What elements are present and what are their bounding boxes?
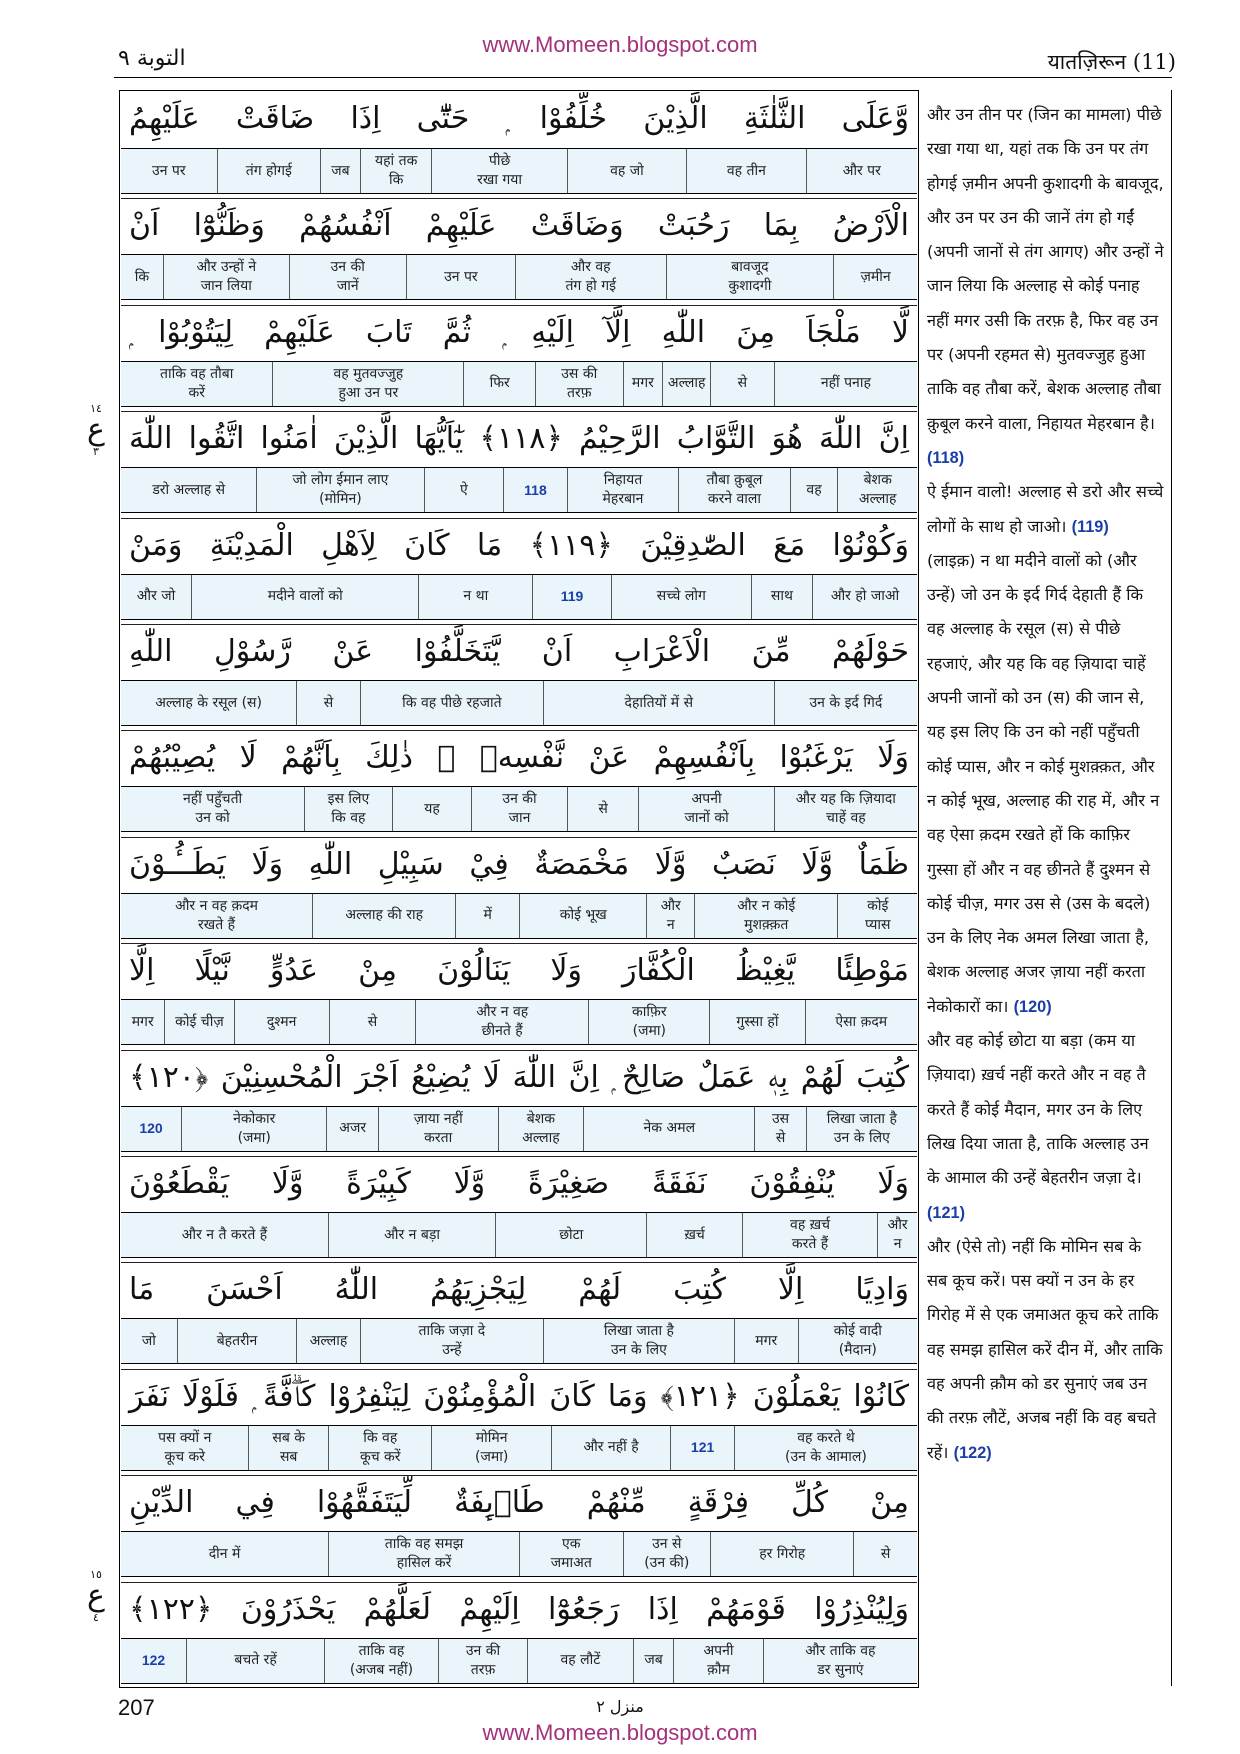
verse-number: (120) bbox=[1013, 997, 1052, 1016]
word-meaning-cell: कोई भूख bbox=[519, 894, 646, 938]
word-meaning-cell: और नहीं है bbox=[551, 1426, 670, 1470]
word-translation-row bbox=[121, 999, 917, 1045]
translation-column bbox=[927, 98, 1165, 1470]
word-meaning-cell: कि वह कूच करें bbox=[328, 1426, 431, 1470]
word-meaning-cell: जब bbox=[320, 149, 360, 193]
word-meaning-cell: नेक अमल bbox=[583, 1107, 754, 1151]
translation-122: और (ऐसे तो) नहीं कि मोमिन सब के सब कूच करें। पस क्यों न उन के हर गिरोह में से एक जमाअत कूच करे ताकि वह समझ हासिल करें दीन में, और ताकि वह अपनी क़ौम को डर सुनाएं जब उन की तरफ़ लौटें, अजब नहीं कि वह बचते रहें। (122) bbox=[927, 1236, 1163, 1462]
word-meaning-cell: यह bbox=[392, 787, 472, 831]
word-meaning-cell: उन पर bbox=[152, 162, 186, 179]
word-meaning-cell: उन के इर्द गिर्द bbox=[774, 681, 917, 725]
word-meaning-cell: और न वह छीनते हैं bbox=[415, 1000, 588, 1044]
word-meaning-cell: तौबा क़ुबूल करने वाला bbox=[678, 468, 789, 512]
site-url-bottom[interactable]: www.Momeen.blogspot.com bbox=[482, 1720, 758, 1745]
word-meaning-cell: कोई चीज़ bbox=[164, 1000, 233, 1044]
word-meaning-cell: कि वह पीछे रहजाते bbox=[360, 681, 543, 725]
word-meaning-cell: गुस्सा हों bbox=[709, 1000, 804, 1044]
word-meaning-cell: वह bbox=[790, 468, 838, 512]
arabic-verse-line: كَانُوْا يَعْمَلُوْنَ ﴿١٢١﴾ وَمَا كَانَ الْمُؤْمِنُوْنَ لِيَنْفِرُوْا كَاۗفَّةً ۭ فَلَوْلَا نَفَرَ bbox=[121, 1369, 917, 1423]
word-meaning-cell: वह करते थे (उन के आमाल) bbox=[734, 1426, 917, 1470]
translation-119: ऐ ईमान वालो! अल्लाह से डरो और सच्चे लोगों के साथ हो जाओ। (119) bbox=[927, 482, 1164, 536]
margin-mark-top: ١٤ bbox=[90, 402, 102, 415]
word-meaning-cell: साथ bbox=[751, 575, 812, 619]
word-meaning-cell: अजर bbox=[326, 1107, 377, 1151]
margin-mark-bottom: ٣ bbox=[93, 445, 99, 458]
word-meaning-cell: अल्लाह के रसूल (स) bbox=[155, 694, 262, 711]
word-meaning-cell: जो bbox=[141, 1332, 156, 1349]
word-meaning-cell: एक जमाअत bbox=[519, 1532, 622, 1576]
word-translation-row bbox=[121, 1106, 917, 1152]
word-meaning-cell: बेहतरीन bbox=[177, 1319, 296, 1363]
manzil-label: منزل ٢ bbox=[596, 1697, 644, 1716]
word-meaning-cell: बेशक अल्लाह bbox=[837, 468, 917, 512]
word-translation-row bbox=[121, 786, 917, 832]
word-translation-row bbox=[121, 1318, 917, 1364]
word-meaning-cell: दीन में bbox=[208, 1545, 241, 1562]
word-meaning-cell: और न कोई मुशक़्क़त bbox=[694, 894, 837, 938]
word-meaning-cell: पीछे रखा गया bbox=[431, 149, 566, 193]
word-meaning-cell: अल्लाह bbox=[296, 1319, 360, 1363]
arabic-verse-line: كُتِبَ لَهُمْ بِهٖ عَمَلٌ صَالِحٌ ۭ اِنَّ اللّٰهَ لَا يُضِيْعُ اَجْرَ الْمُحْسِنِيْنَ ﴿١٢٠﴾ bbox=[121, 1050, 917, 1104]
word-meaning-cell: और उन्हों ने जान लिया bbox=[163, 255, 289, 299]
word-meaning-cell: कि bbox=[134, 268, 150, 285]
word-meaning-cell: ताकि वह (अजब नहीं) bbox=[324, 1639, 438, 1683]
word-meaning-cell: ताकि वह तौबा करें bbox=[160, 365, 234, 401]
word-translation-row bbox=[121, 680, 917, 726]
arabic-verse-line: لَّا مَلْجَاَ مِنَ اللّٰهِ اِلَّآ اِلَيْهِ ۭ ثُمَّ تَابَ عَلَيْهِمْ لِيَتُوْبُوْا ۭ bbox=[121, 305, 917, 359]
arabic-verse-line: وَكُوْنُوْا مَعَ الصّٰدِقِيْنَ ﴿١١٩﴾ مَا كَانَ لِاَهْلِ الْمَدِيْنَةِ وَمَنْ bbox=[121, 518, 917, 572]
margin-mark-1 bbox=[76, 402, 116, 458]
word-meaning-cell: सब के सब bbox=[248, 1426, 328, 1470]
translation-121: और वह कोई छोटा या बड़ा (कम या ज़ियादा) ख़र्च नहीं करते और न वह तै करते हैं कोई मैदान, मगर उन के लिए लिख दिया जाता है, ताकि अल्लाह उन के आमाल की उन्हें बेहतरीन जज़ा दे। (121) bbox=[927, 1031, 1149, 1222]
word-meaning-cell: अल्लाह bbox=[662, 362, 710, 406]
word-meaning-cell: जब bbox=[633, 1639, 674, 1683]
word-meaning-cell: वह जो bbox=[567, 149, 686, 193]
site-url-top[interactable]: www.Momeen.blogspot.com bbox=[482, 32, 758, 57]
word-meaning-cell: कोई वादी (मैदान) bbox=[798, 1319, 917, 1363]
word-meaning-cell: बचते रहें bbox=[186, 1639, 324, 1683]
word-translation-row bbox=[121, 1212, 917, 1258]
word-meaning-cell: अल्लाह की राह bbox=[312, 894, 455, 938]
word-meaning-cell: उन से (उन की) bbox=[623, 1532, 711, 1576]
arabic-verse-line: اِنَّ اللّٰهَ هُوَ التَّوَّابُ الرَّحِيْمُ ﴿١١٨﴾ يٰٓاَيُّهَا الَّذِيْنَ اٰمَنُوا اتَّقُوا اللّٰهَ bbox=[121, 411, 917, 465]
word-translation-row bbox=[121, 1638, 917, 1684]
word-meaning-cell: इस लिए कि वह bbox=[304, 787, 392, 831]
word-meaning-cell: लिखा जाता है उन के लिए bbox=[806, 1107, 917, 1151]
word-translation-row bbox=[121, 467, 917, 513]
word-meaning-cell: नेकोकार (जमा) bbox=[181, 1107, 327, 1151]
word-meaning-cell: फिर bbox=[463, 362, 535, 406]
word-meaning-cell: वह तीन bbox=[686, 149, 805, 193]
word-meaning-cell: वह ख़र्च करते हैं bbox=[742, 1213, 877, 1257]
word-meaning-cell: न था bbox=[418, 575, 532, 619]
word-meaning-cell: काफ़िर (जमा) bbox=[588, 1000, 709, 1044]
word-translation-row bbox=[121, 1531, 917, 1577]
word-meaning-cell: डरो अल्लाह से bbox=[152, 481, 226, 498]
verse-number: (121) bbox=[927, 1203, 966, 1222]
surah-name: التوبة ٩ bbox=[118, 46, 186, 71]
word-translation-row bbox=[121, 1425, 917, 1471]
word-meaning-cell: यहां तक कि bbox=[360, 149, 432, 193]
verse-number: (118) bbox=[927, 448, 965, 467]
word-meaning-cell: ताकि वह समझ हासिल करें bbox=[328, 1532, 519, 1576]
word-meaning-cell: और पर bbox=[806, 149, 917, 193]
word-meaning-cell: से bbox=[853, 1532, 917, 1576]
word-translation-row bbox=[121, 148, 917, 194]
word-meaning-cell: से bbox=[710, 362, 774, 406]
word-meaning-cell: मगर bbox=[734, 1319, 798, 1363]
word-meaning-cell: हर गिरोह bbox=[710, 1532, 853, 1576]
word-meaning-cell: और हो जाओ bbox=[812, 575, 917, 619]
word-meaning-cell: और न तै करते हैं bbox=[181, 1226, 268, 1243]
word-meaning-cell: उन पर bbox=[406, 255, 515, 299]
word-meaning-cell: दुश्मन bbox=[234, 1000, 329, 1044]
page-number: 207 bbox=[118, 1695, 155, 1720]
word-meaning-cell: बावजूद कुशादगी bbox=[666, 255, 834, 299]
word-meaning-cell: और वह तंग हो गई bbox=[515, 255, 666, 299]
word-meaning-cell: नहीं पहुँचती उन को bbox=[183, 791, 243, 827]
word-meaning-cell: और यह कि ज़ियादा चाहें वह bbox=[774, 787, 917, 831]
word-meaning-cell: लिखा जाता है उन के लिए bbox=[543, 1319, 734, 1363]
arabic-verse-line: مَوْطِئًا يَّغِيْظُ الْكُفَّارَ وَلَا يَنَالُوْنَ مِنْ عَدُوٍّ نَّيْلًا اِلَّا bbox=[121, 943, 917, 997]
margin-mark-ain: ع bbox=[87, 1578, 105, 1613]
margin-mark-top: ١٥ bbox=[90, 1568, 102, 1581]
word-meaning-cell: निहायत मेहरबान bbox=[567, 468, 678, 512]
word-meaning-cell: ताकि जज़ा दे उन्हें bbox=[360, 1319, 543, 1363]
word-meaning-cell: उन की जानें bbox=[289, 255, 406, 299]
word-translation-row bbox=[121, 574, 917, 620]
word-meaning-cell: और न वह क़दम रखते हैं bbox=[175, 897, 259, 933]
word-meaning-cell: वह लौटें bbox=[527, 1639, 633, 1683]
translation-120: (लाइक़) न था मदीने वालों को (और उन्हें) जो उन के इर्द गिर्द देहाती हैं कि वह अल्लाह के रसूल (स) से पीछे रहजाएं, और यह कि वह ज़ियादा चाहें अपनी जानों को उन (स) की जान से, यह इस लिए कि उन को नहीं पहुँचती कोई प्यास, और न कोई मुशक़्क़त, और न कोई भूख, अल्लाह की राह में, और न वह ऐसा क़दम रखते हों कि काफ़िर गुस्सा हों और न वह छीनते हैं दुश्मन से कोई चीज़, मगर उस से (उस के बदले) उन के लिए नेक अमल लिखा जाता है, बेशक अल्लाह अजर ज़ाया नहीं करता नेकोकारों का। (120) bbox=[927, 550, 1160, 1016]
word-meaning-cell: उस से bbox=[754, 1107, 805, 1151]
verse-number-cell: 120 bbox=[139, 1120, 163, 1137]
word-meaning-cell: ज़ाया नहीं करता bbox=[378, 1107, 498, 1151]
word-meaning-cell: और न bbox=[877, 1213, 917, 1257]
word-meaning-cell: में bbox=[455, 894, 519, 938]
word-meaning-cell: सच्चे लोग bbox=[611, 575, 751, 619]
verse-number-cell: 122 bbox=[141, 1652, 166, 1669]
word-meaning-cell: कोई प्यास bbox=[837, 894, 917, 938]
word-meaning-cell: मदीने वालों को bbox=[191, 575, 418, 619]
verse-number-cell: 118 bbox=[503, 468, 567, 512]
arabic-verse-line: حَوْلَهُمْ مِّنَ الْاَعْرَابِ اَنْ يَّتَخَلَّفُوْا عَنْ رَّسُوْلِ اللّٰهِ bbox=[121, 624, 917, 678]
word-meaning-cell: देहातियों में से bbox=[543, 681, 774, 725]
verse-number: (122) bbox=[953, 1443, 992, 1462]
verse-number-cell: 119 bbox=[532, 575, 611, 619]
arabic-verse-line: وَلَا يَرْغَبُوْا بِاَنْفُسِهِمْ عَنْ نَّفْسِهٖ ۭ ذٰلِكَ بِاَنَّهُمْ لَا يُصِيْبُهُمْ bbox=[121, 730, 917, 784]
word-meaning-cell: और जो bbox=[136, 588, 176, 605]
word-meaning-cell: पस क्यों न कूच करे bbox=[158, 1429, 212, 1465]
column-divider bbox=[1171, 90, 1172, 1686]
word-meaning-cell: छोटा bbox=[495, 1213, 646, 1257]
word-meaning-cell: से bbox=[296, 681, 360, 725]
word-meaning-cell: वह मुतवज्जुह हुआ उन पर bbox=[272, 362, 463, 406]
word-meaning-cell: अपनी जानों को bbox=[638, 787, 773, 831]
chapter-title: यातज़िरून (11) bbox=[1047, 50, 1176, 74]
word-meaning-cell: उन की तरफ़ bbox=[438, 1639, 527, 1683]
word-translation-row bbox=[121, 254, 917, 300]
verse-number: (119) bbox=[1071, 517, 1109, 536]
word-meaning-cell: ऐसा क़दम bbox=[805, 1000, 917, 1044]
word-meaning-cell: अपनी क़ौम bbox=[673, 1639, 762, 1683]
word-meaning-cell: मोमिन (जमा) bbox=[431, 1426, 550, 1470]
arabic-verse-line: مِنْ كُلِّ فِرْقَةٍ مِّنْهُمْ طَاۗىِٕفَةٌ لِّيَتَفَقَّهُوْا فِي الدِّيْنِ bbox=[121, 1475, 917, 1529]
word-meaning-cell: और ताकि वह डर सुनाएं bbox=[763, 1639, 917, 1683]
margin-mark-bottom: ٤ bbox=[93, 1611, 99, 1624]
word-translation-row bbox=[121, 893, 917, 939]
header-rule bbox=[114, 77, 1172, 78]
margin-mark-ain: ع bbox=[87, 412, 105, 447]
verse-number-cell: 121 bbox=[670, 1426, 734, 1470]
arabic-verse-line: وَلَا يُنْفِقُوْنَ نَفَقَةً صَغِيْرَةً وَّلَا كَبِيْرَةً وَّلَا يَقْطَعُوْنَ bbox=[121, 1156, 917, 1210]
word-meaning-cell: मगर bbox=[131, 1013, 154, 1030]
word-meaning-cell: नहीं पनाह bbox=[774, 362, 917, 406]
word-meaning-cell: तंग होगई bbox=[217, 149, 320, 193]
arabic-verse-line: وَّعَلَى الثَّلٰثَةِ الَّذِيْنَ خُلِّفُوْا ۭ حَتّٰٓى اِذَا ضَاقَتْ عَلَيْهِمُ bbox=[129, 101, 909, 136]
word-meaning-cell: जो लोग ईमान लाए (मोमिन) bbox=[256, 468, 423, 512]
word-meaning-cell: और न bbox=[646, 894, 694, 938]
word-translation-row bbox=[121, 361, 917, 407]
arabic-verse-line: وَادِيًا اِلَّا كُتِبَ لَهُمْ لِيَجْزِيَهُمُ اللّٰهُ اَحْسَنَ مَا bbox=[121, 1262, 917, 1316]
word-meaning-cell: मगर bbox=[623, 362, 663, 406]
arabic-verse-line: الْاَرْضُ بِمَا رَحُبَتْ وَضَاقَتْ عَلَيْهِمْ اَنْفُسُهُمْ وَظَنُّوْٓا اَنْ bbox=[121, 198, 917, 252]
margin-mark-2 bbox=[76, 1568, 116, 1624]
word-meaning-cell: और न बड़ा bbox=[328, 1213, 495, 1257]
word-meaning-cell: बेशक अल्लाह bbox=[498, 1107, 584, 1151]
word-meaning-cell: से bbox=[567, 787, 639, 831]
arabic-verse-line: ظَمَاٌ وَّلَا نَصَبٌ وَّلَا مَخْمَصَةٌ فِيْ سَبِيْلِ اللّٰهِ وَلَا يَطَــُٔـوْنَ bbox=[121, 837, 917, 891]
word-meaning-cell: ऐ bbox=[424, 468, 504, 512]
word-meaning-cell: उन की जान bbox=[471, 787, 567, 831]
word-meaning-cell: से bbox=[329, 1000, 416, 1044]
translation-118: और उन तीन पर (जिन का मामला) पीछे रखा गया था, यहां तक कि उन पर तंग होगई ज़मीन अपनी कुशादगी के बावजूद, और उन पर उन की जानें तंग हो गईं (अपनी जानों से तंग आगए) और उन्हों ने जान लिया कि अल्लाह से कोई पनाह नहीं मगर उसी कि तरफ़ है, फिर वह उन पर (अपनी रहमत से) मुतवज्जुह हुआ ताकि वह तौबा करें, बेशक अल्लाह तौबा क़ुबूल करने वाला, निहायत मेहरबान है। (118) bbox=[927, 105, 1164, 467]
word-meaning-cell: उस की तरफ़ bbox=[535, 362, 623, 406]
word-meaning-cell: ख़र्च bbox=[646, 1213, 742, 1257]
arabic-verse-line: وَلِيُنْذِرُوْا قَوْمَهُمْ اِذَا رَجَعُوْٓا اِلَيْهِمْ لَعَلَّهُمْ يَحْذَرُوْنَ ﴿١٢٢﴾ bbox=[121, 1582, 917, 1636]
word-meaning-cell: ज़मीन bbox=[833, 255, 917, 299]
